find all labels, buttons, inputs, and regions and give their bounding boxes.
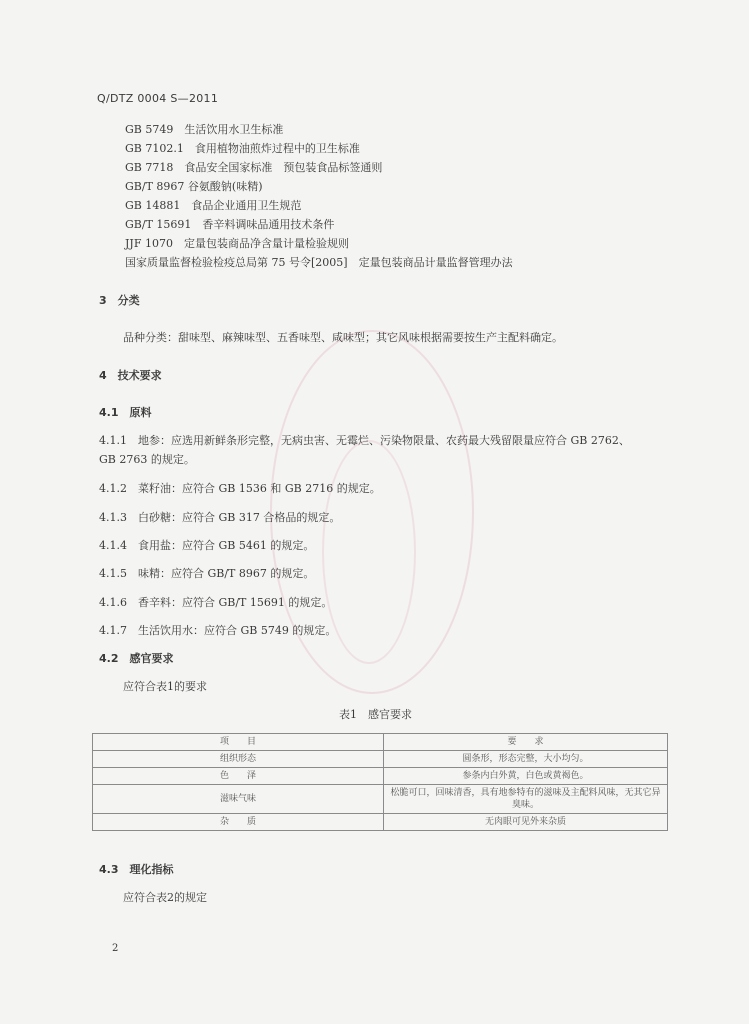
table-cell-item: 滋味气味	[93, 785, 384, 814]
table-cell-item: 组织形态	[93, 751, 384, 768]
section-4-1-heading: 4.1 原料	[99, 406, 152, 419]
sensory-requirements-table	[92, 733, 668, 831]
clause-4-1-4: 4.1.4 食用盐：应符合 GB 5461 的规定。	[99, 539, 315, 552]
clause-4-1-7: 4.1.7 生活饮用水：应符合 GB 5749 的规定。	[99, 624, 337, 637]
table-cell-item: 杂 质	[93, 814, 384, 831]
reference-item: JJF 1070 定量包装商品净含量计量检验规则	[125, 237, 349, 250]
clause-4-1-5: 4.1.5 味精：应符合 GB/T 8967 的规定。	[99, 567, 315, 580]
reference-item: GB 5749 生活饮用水卫生标准	[125, 123, 284, 136]
clause-4-1-1-continued: GB 2763 的规定。	[99, 453, 195, 466]
section-3-heading: 3 分类	[99, 294, 140, 307]
clause-4-1-3: 4.1.3 白砂糖：应符合 GB 317 合格品的规定。	[99, 511, 341, 524]
reference-item: GB/T 8967 谷氨酸钠(味精)	[125, 180, 263, 193]
table-cell-requirement: 参条内白外黄，白色或黄褐色。	[384, 768, 668, 785]
table-cell-requirement: 无肉眼可见外来杂质	[384, 814, 668, 831]
section-4-3-heading: 4.3 理化指标	[99, 863, 174, 876]
standard-code-header: Q/DTZ 0004 S—2011	[97, 92, 219, 105]
table-cell-requirement: 松脆可口，回味清香，具有地参特有的滋味及主配料风味，无其它异臭味。	[384, 785, 668, 814]
table-header-row	[93, 734, 668, 751]
section-3-text: 品种分类：甜味型、麻辣味型、五香味型、咸味型；其它风味根据需要按生产主配料确定。	[123, 331, 563, 344]
table-1-caption: 表1 感官要求	[339, 708, 412, 721]
table-row	[93, 785, 668, 814]
table-row	[93, 751, 668, 768]
reference-item: GB 7102.1 食用植物油煎炸过程中的卫生标准	[125, 142, 360, 155]
section-4-3-text: 应符合表2的规定	[123, 891, 207, 904]
reference-item: GB 7718 食品安全国家标准 预包装食品标签通则	[125, 161, 383, 174]
reference-item: GB 14881 食品企业通用卫生规范	[125, 199, 302, 212]
table-cell-requirement: 圆条形，形态完整，大小均匀。	[384, 751, 668, 768]
clause-4-1-1: 4.1.1 地参：应选用新鲜条形完整，无病虫害、无霉烂、污染物限量、农药最大残留限量应符合 GB 2762、	[99, 434, 630, 447]
page-number: 2	[112, 943, 119, 954]
reference-item: 国家质量监督检验检疫总局第 75 号令[2005] 定量包装商品计量监督管理办法	[125, 256, 513, 269]
table-cell-item: 色 泽	[93, 768, 384, 785]
table-row	[93, 814, 668, 831]
section-4-2-text: 应符合表1的要求	[123, 680, 207, 693]
section-4-2-heading: 4.2 感官要求	[99, 652, 174, 665]
clause-4-1-6: 4.1.6 香辛料：应符合 GB/T 15691 的规定。	[99, 596, 333, 609]
table-row	[93, 768, 668, 785]
clause-4-1-2: 4.1.2 菜籽油：应符合 GB 1536 和 GB 2716 的规定。	[99, 482, 381, 495]
section-4-heading: 4 技术要求	[99, 369, 162, 382]
reference-item: GB/T 15691 香辛料调味品通用技术条件	[125, 218, 335, 231]
table-header-cell: 项 目	[93, 734, 384, 751]
table-header-cell: 要 求	[384, 734, 668, 751]
